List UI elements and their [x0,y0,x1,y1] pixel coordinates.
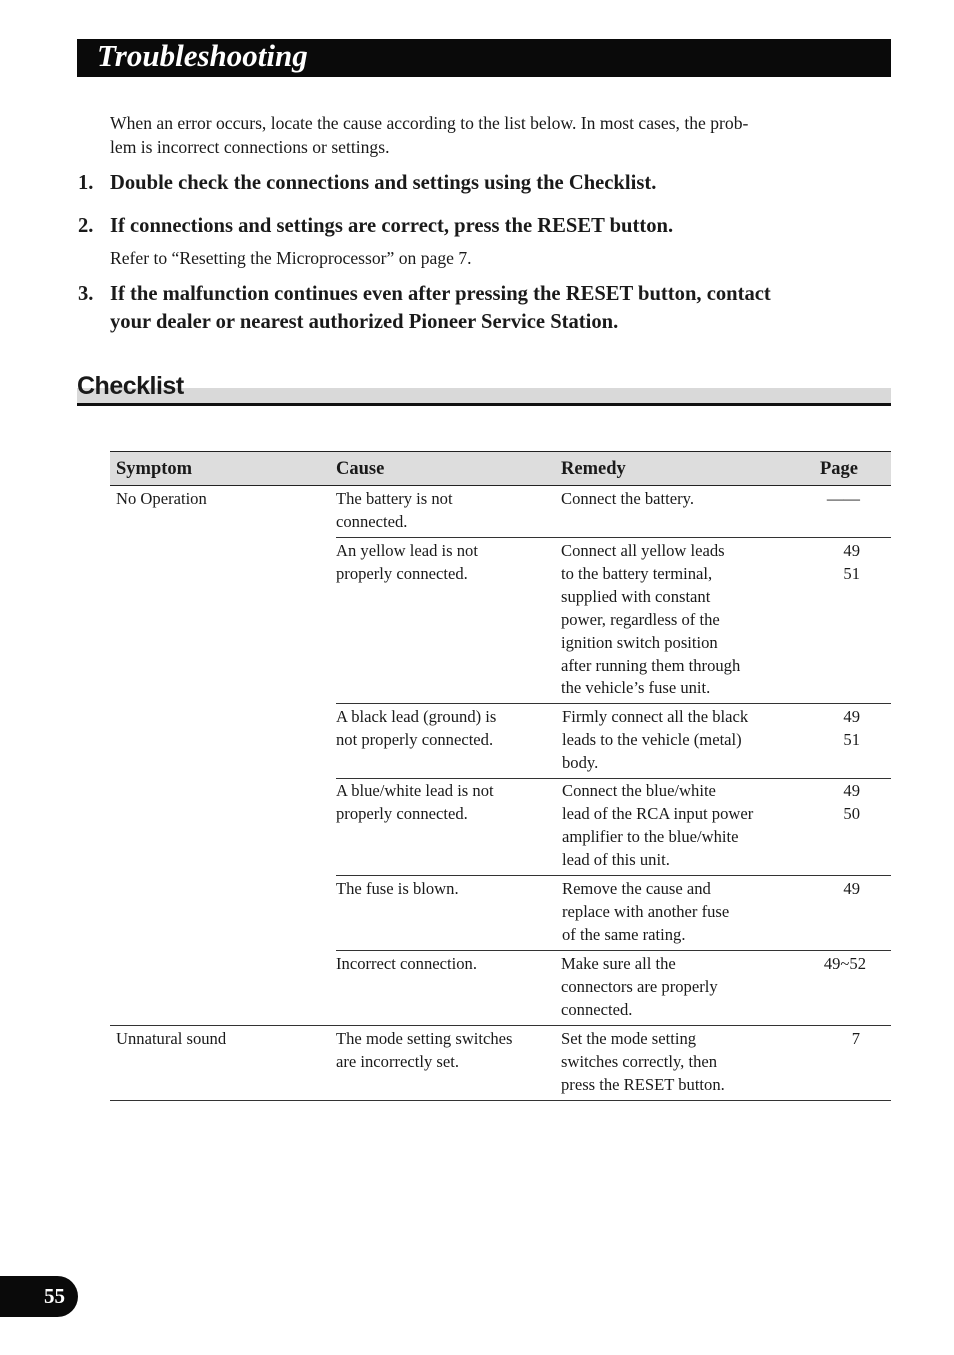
page-title: Troubleshooting [97,38,308,73]
row-divider [336,875,891,876]
cell-page: 49 50 [843,781,860,823]
cell-cause: A blue/white lead is not properly connected. [336,781,494,823]
cell-remedy: Connect the blue/white lead of the RCA input power amplifier to the blue/white lead of this unit. [562,781,754,869]
row-divider [336,778,891,779]
cell-remedy: Firmly connect all the black leads to the vehicle (metal) body. [562,707,749,772]
checklist-title: Checklist [77,372,184,400]
cell-symptom: No Operation [116,489,207,508]
heading-rule [77,403,891,406]
cell-cause: The mode setting switches are incorrectly set. [336,1029,513,1071]
step-text: If connections and settings are correct, press the RESET button. [110,215,674,237]
cell-page: 49 51 [843,707,860,749]
table-bottom-rule [110,1100,891,1101]
intro-line: When an error occurs, locate the cause according to the list below. In most cases, the prob- [110,113,749,133]
cell-page: 7 [851,1029,860,1048]
header-symptom: Symptom [116,459,193,479]
cell-cause: The fuse is blown. [336,879,459,898]
cell-page: 49~52 [823,954,866,973]
step-number: 1. [78,172,94,194]
cell-cause: A black lead (ground) is not properly connected. [336,707,497,749]
checklist-heading [77,368,891,407]
cell-symptom: Unnatural sound [116,1029,227,1048]
row-divider [336,703,891,704]
row-divider [110,1025,891,1026]
heading-band [77,388,891,404]
step-2-note: Refer to “Resetting the Microprocessor” on page 7. [110,248,472,268]
cell-page: —— [826,489,860,508]
cell-cause: The battery is not connected. [336,489,453,531]
page-number-badge [0,1276,78,1317]
header-cause: Cause [336,459,385,479]
table-header [110,451,891,486]
cell-cause: Incorrect connection. [336,954,477,973]
cell-remedy: Make sure all the connectors are properly connected. [561,954,718,1019]
cell-remedy: Remove the cause and replace with another fuse of the same rating. [562,879,730,944]
step-text: Double check the connections and settings using the Checklist. [110,172,657,194]
cell-remedy: Connect all yellow leads to the battery terminal, supplied with constant power, regardless of the ignition switch position after running them through the vehicle’s fuse unit. [561,541,741,698]
title-bar [77,39,891,77]
cell-page: 49 51 [843,541,860,583]
cell-remedy: Connect the battery. [561,489,695,508]
step-text: If the malfunction continues even after pressing the RESET button, contact your dealer or nearest authorized Pioneer Service Station. [110,283,771,333]
page-number: 55 [44,1284,65,1308]
header-page: Page [820,459,859,479]
intro-paragraph [110,112,870,159]
step-number: 2. [78,215,94,237]
header-remedy: Remedy [561,459,626,479]
cell-remedy: Set the mode setting switches correctly, then press the RESET button. [561,1029,725,1094]
step-number: 3. [78,283,94,305]
cell-page: 49 [843,879,860,898]
intro-line: lem is incorrect connections or settings. [110,136,390,157]
row-divider [336,537,891,538]
row-divider [336,950,891,951]
cell-cause: An yellow lead is not properly connected. [336,541,478,583]
